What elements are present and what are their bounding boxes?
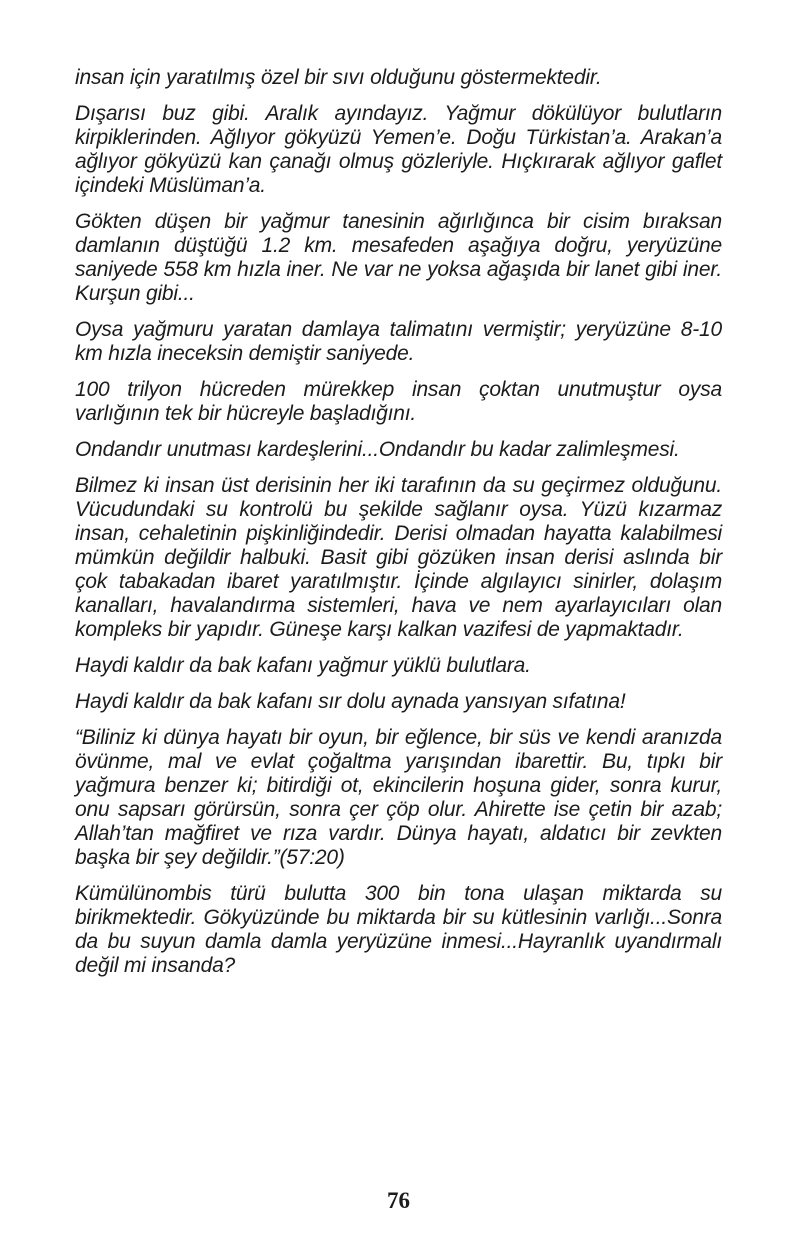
paragraph: insan için yaratılmış özel bir sıvı olduğunu göstermektedir. [75,66,602,89]
paragraph: Oysa yağmuru yaratan damlaya talimatını vermiştir; yeryüzüne 8-10 km hızla ineceksin demiştir saniyede. [75,318,722,365]
paragraph: “Biliniz ki dünya hayatı bir oyun, bir eğlence, bir süs ve kendi aranızda övünme, mal ve evlat çoğaltma yarışından ibarettir. Bu, tıpkı bir yağmura benzer ki; bitirdiği ot, ekincilerin hoşuna gider, sonra kurur, onu sapsarı görürsün, sonra çer çöp olur. Ahirette ise çetin bir azab; Allah’tan mağfiret ve rıza vardır. Dünya hayatı, aldatıcı bir zevkten başka bir şey değildir.”(57:20) [75,726,722,869]
page-number: 76 [387,1188,410,1213]
paragraph: Gökten düşen bir yağmur tanesinin ağırlığınca bir cisim bıraksan damlanın düştüğü 1.2 km. mesafeden aşağıya doğru, yeryüzüne saniyede 558 km hızla iner. Ne var ne yoksa ağaşıda bir lanet gibi iner. Kurşun gibi... [75,210,722,305]
paragraph: Kümülünombis türü bulutta 300 bin tona ulaşan miktarda su birikmektedir. Gökyüzünde bu miktarda bir su kütlesinin varlığı...Sonra da bu suyun damla damla yeryüzüne inmesi...Hayranlık uyandırmalı değil mi insanda? [75,882,722,977]
paragraph: Bilmez ki insan üst derisinin her iki tarafının da su geçirmez olduğunu. Vücudundaki su kontrolü bu şekilde sağlanır oysa. Yüzü kızarmaz insan, cehaletinin pişkinliğindedir. Derisi olmadan hayatta kalabilmesi mümkün değildir halbuki. Basit gibi gözüken insan derisi aslında bir çok tabakadan ibaret yaratılmıştır. İçinde algılayıcı sinirler, dolaşım kanalları, havalandırma sistemleri, hava ve nem ayarlayıcıları olan kompleks bir yapıdır. Güneşe karşı kalkan vazifesi de yapmaktadır. [75,474,722,641]
paragraph: Ondandır unutması kardeşlerini...Ondandır bu kadar zalimleşmesi. [75,438,680,461]
paragraph: 100 trilyon hücreden mürekkep insan çoktan unutmuştur oysa varlığının tek bir hücreyle başladığını. [75,378,722,425]
paragraph: Dışarısı buz gibi. Aralık ayındayız. Yağmur dökülüyor bulutların kirpiklerinden. Ağlıyor gökyüzü Yemen’e. Doğu Türkistan’a. Arakan’a ağlıyor gökyüzü kan çanağı olmuş gözleriyle. Hıçkırarak ağlıyor gaflet içindeki Müslüman’a. [75,102,722,197]
page-content [75,66,722,978]
paragraph: Haydi kaldır da bak kafanı yağmur yüklü bulutlara. [75,654,531,677]
paragraph: Haydi kaldır da bak kafanı sır dolu aynada yansıyan sıfatına! [75,690,626,713]
page-footer [0,1188,797,1214]
